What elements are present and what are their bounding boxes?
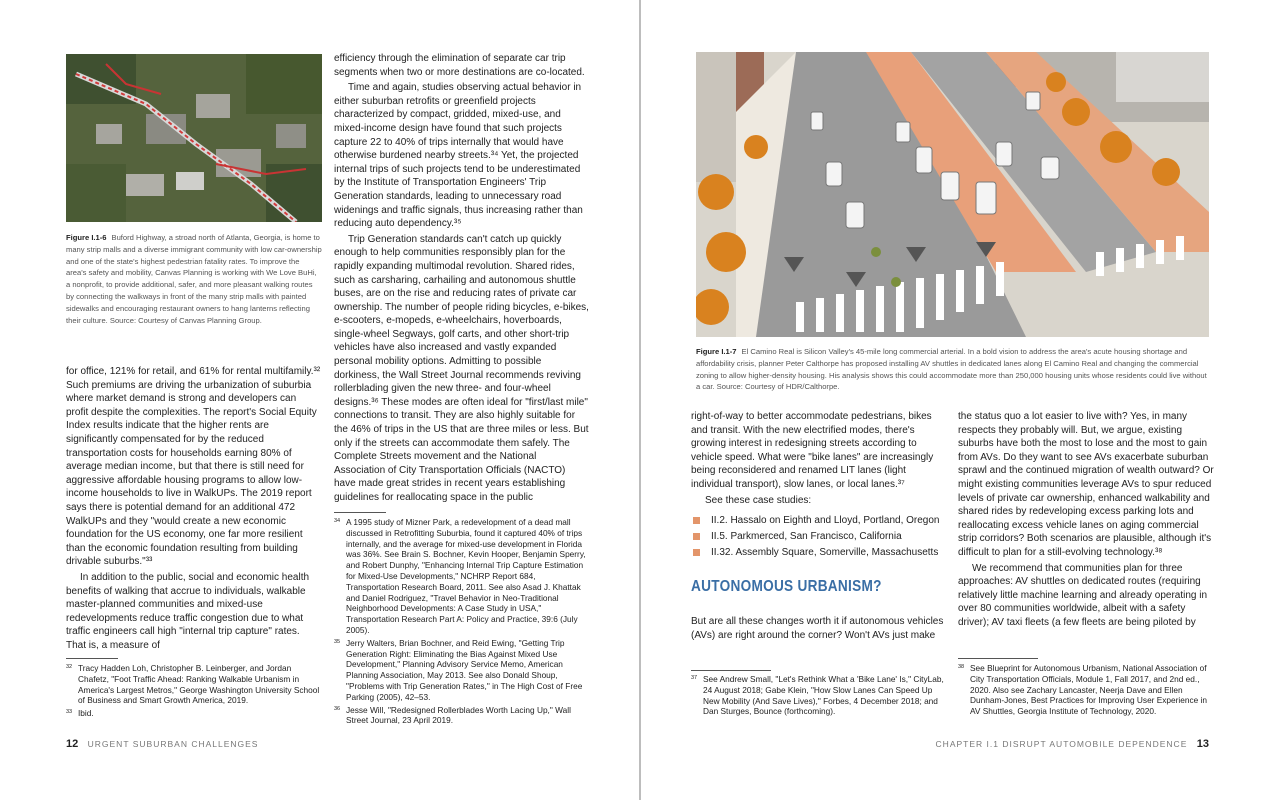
footnotes-column-2 (958, 663, 1214, 719)
running-head: URGENT SUBURBAN CHALLENGES (87, 739, 259, 749)
bullet-square-icon (693, 533, 700, 540)
bullet-square-icon (693, 549, 700, 556)
paragraph: Time and again, studies observing actual behavior in either suburban retrofits or greenfield projects characterized by compact, gridded, mixed-use, and mixed-income design have found that such projects capture 22 to 40% of trips internally that would have otherwise burdened nearby streets.³⁴ Yet, the projected internal trips of such projects tend to be underestimated by the Institute of Transportation Engineers' Trip Generation standards, leading to unnecessary road widenings and traffic signals, thus increasing rather than reducing auto dependency.³⁵ (334, 82, 583, 230)
footnote: 35 Jerry Walters, Brian Bochner, and Reid Ewing, "Getting Trip Generation Right: Eliminating the Bias Against Mixed Use Development," Planning Advisory Service Memo, American Planning Association, May 2013. See also Donald Shoup, "Problems with Trip Generation Rates," in The High Cost of Free Parking (2005), 42–53. (334, 637, 583, 702)
left-page (0, 0, 639, 800)
bullet-square-icon (693, 517, 700, 524)
footnote: 38 See Blueprint for Autonomous Urbanism, National Association of City Transportation Officials, Module 1, Fall 2017, and 2nd ed., 2020. Also see Zachary Lancaster, Neerja Dave and Ellen Dunham-Jones, Best Practices for Improving User Experience in AV Shuttles, Georgia Institute of Technology, 2020. (958, 663, 1208, 717)
list-item: II.2. Hassalo on Eighth and Lloyd, Portland, Oregon (691, 513, 947, 529)
figure-caption-text: Buford Highway, a stroad north of Atlanta, Georgia, is home to many strip malls and a diverse immigrant community with low car-ownership and one of the state's highest pedestrian fatality rates. To improve the area's safety and mobility, Canvas Planning is working with We Love BuHi, a nonprofit, to provide additional, safer, and more pleasant walking routes by connecting the walkways in front of the many strip malls with painted sidewalks and encouraging restaurant owners to hang lanterns reflecting their culture. Source: Courtesy of Canvas Planning Group. (66, 233, 322, 325)
paragraph: for office, 121% for retail, and 61% for rental multifamily.³² Such premiums are driving the urbanization of suburbia where market demand is strong and developers can profit despite the complexities. The report's Social Equity Index results indicate that the higher rents are significantly compensated for by the reduced transportation costs for households earning 80% of average median income, but that there is still need for aggressive affordable housing programs to allow low-income households to live in WalkUPs. The 2019 report says there is potential demand for an additional 472 WalkUPs and they "would create a new economic foundation for the US economy, one far more resilient than the economic foundation resulting from building drivable suburbs."³³ (66, 366, 321, 568)
page-folio (66, 738, 258, 750)
paragraph: right-of-way to better accommodate pedestrians, bikes and transit. With the new electrified modes, there's growing interest in redesigning streets according to vehicle speed. What were "bike lanes" are increasingly being reconsidered and renamed LIT lanes (light individual transport), slow lanes, or local lanes.³⁷ (691, 411, 934, 490)
footnote-rule (958, 658, 1038, 659)
body-column-1 (691, 410, 947, 507)
body-column-1 (66, 365, 321, 652)
case-study-list (691, 513, 947, 561)
paragraph: Trip Generation standards can't catch up quickly enough to help communities responsibly plan for the rapidly expanding multimodal revolution. Shared rides, such as carsharing, carhailing and autonomous shuttle buses, are on the rise and reducing rates of private car ownership. The number of people riding bicycles, e-bikes, e-scooters, e-mopeds, e-wheelchairs, hoverboards, single-wheel Segways, golf carts, and other short-trip vehicles have also increased and vastly expanded personal mobility options. Admitting to possible dorkiness, the Wall Street Journal recommends reviving rollerblading given the new three- and four-wheel designs.³⁶ These modes are often ideal for "first/last mile" connections to transit. They are also highly suitable for the 46% of trips in the US that are three miles or less. But only if the streets can accommodate them safely. The Complete Streets movement and the National Association of City Transportation Officials (NACTO) have made great strides in recent years establishing guidelines for reallocating space in the public (334, 233, 589, 503)
page-folio (936, 738, 1209, 750)
paragraph: See these case studies: (705, 494, 812, 506)
section-heading: AUTONOMOUS URBANISM? (691, 578, 882, 595)
footnote: 32 Tracy Hadden Loh, Christopher B. Leinberger, and Jordan Chafetz, "Foot Traffic Ahead: Ranking Walkable Urbanism in America's Largest Metros," George Washington University School of Business and Smart Growth America, 2019. (66, 663, 320, 706)
footnote: 34 A 1995 study of Mizner Park, a redevelopment of a dead mall discussed in Retrofitting Suburbia, found it captured 40% of trips internally, and the average for mixed-use development in Florida was 36%. See Brain S. Bochner, Kevin Hooper, Benjamin Sperry, and Robert Dunphy, "Enhancing Internal Trip Capture Estimation for Mixed-Use Developments," NCHRP Report 684, Transportation Research Board, 2011. See also Asad J. Khattak and Daniel Rodriguez, "Travel Behavior in Neo-Traditional Neighborhood Developments: A Case Study in USA," Transportation Research Part A: Policy and Practice, 39:6 (July 2005). (334, 517, 586, 635)
running-head: CHAPTER I.1 DISRUPT AUTOMOBILE DEPENDENCE (935, 739, 1188, 749)
body-column-1-continued (691, 615, 947, 642)
aerial-photo-buford-highway (66, 54, 322, 222)
figure-caption (66, 232, 322, 326)
footnote-rule (691, 670, 771, 671)
footnote-rule (334, 512, 386, 513)
paragraph: the status quo a lot easier to live with? Yes, in many respects they probably will. But, we argue, existing suburbs have both the most to lose and the most to gain from AVs. Do they want to see AVs exacerbate suburban sprawl and the continued migration of wealth outward? Or might existing communities leverage AVs to spur reduced levels of private car ownership, enhanced walkability and shared rides by redeveloping excess parking lots and reallocating excess vehicle lanes on aging commercial strip corridors? Both scenarios are plausible, although it's difficult to plan for a still-evolving technology.³⁸ (958, 411, 1214, 558)
figure-label: Figure I.1-6 (66, 233, 107, 242)
footnotes-column-1 (66, 663, 321, 721)
page-number: 12 (66, 738, 79, 750)
footnote: 37 See Andrew Small, "Let's Rethink What a 'Bike Lane' Is," CityLab, 24 August 2018; Gabe Klein, "How Slow Lanes Can Speed Up New Mobility (And Save Lives)," Forbes, 4 December 2018; and Dan Sturges, Bounce (forthcoming). (691, 674, 944, 717)
footnote: 33 Ibid. (66, 708, 94, 719)
footnotes-column-1 (691, 674, 947, 719)
figure-caption (696, 346, 1209, 393)
list-item: II.5. Parkmerced, San Francisco, California (691, 529, 947, 545)
right-page (641, 0, 1280, 800)
body-column-2 (958, 410, 1214, 630)
footnote-rule (66, 658, 118, 659)
footnote: 36 Jesse Will, "Redesigned Rollerblades Worth Lacing Up," Wall Street Journal, 23 April 2019. (334, 704, 571, 726)
body-column-2 (334, 52, 589, 505)
figure-label: Figure I.1-7 (696, 347, 737, 356)
paragraph: efficiency through the elimination of separate car trip segments when two or more destinations are co-located. (334, 53, 585, 78)
paragraph: In addition to the public, social and economic health benefits of walking that accrue to individuals, walkable master-planned communities and mixed-use redevelopments reduce traffic congestion due to what traffic engineers call high "internal trip capture" rates. That is, a measure of (66, 571, 310, 651)
page-number: 13 (1196, 738, 1209, 750)
figure-caption-text: El Camino Real is Silicon Valley's 45-mile long commercial arterial. In a bold vision to address the area's acute housing shortage and affordability crisis, planner Peter Calthorpe has proposed installing AV shuttles in dedicated lanes along El Camino Real and changing the commercial zoning to allow higher-density housing. His analysis shows this could accommodate more than 250,000 housing units whose residents could live without a car. Source: Courtesy of HDR/Calthorpe. (696, 347, 1207, 392)
street-rendering-el-camino-real (696, 52, 1209, 337)
paragraph: But are all these changes worth it if autonomous vehicles (AVs) are right around the corner? Won't AVs just make (691, 616, 944, 641)
footnotes-column-2 (334, 517, 589, 728)
paragraph: We recommend that communities plan for three approaches: AV shuttles on dedicated routes (requiring relatively little machine learning and already operating in over 80 communities worldwide, albeit with a safety driver); AV taxi fleets (a few fleets are being piloted by (958, 562, 1208, 628)
list-item: II.32. Assembly Square, Somerville, Massachusetts (691, 545, 947, 561)
